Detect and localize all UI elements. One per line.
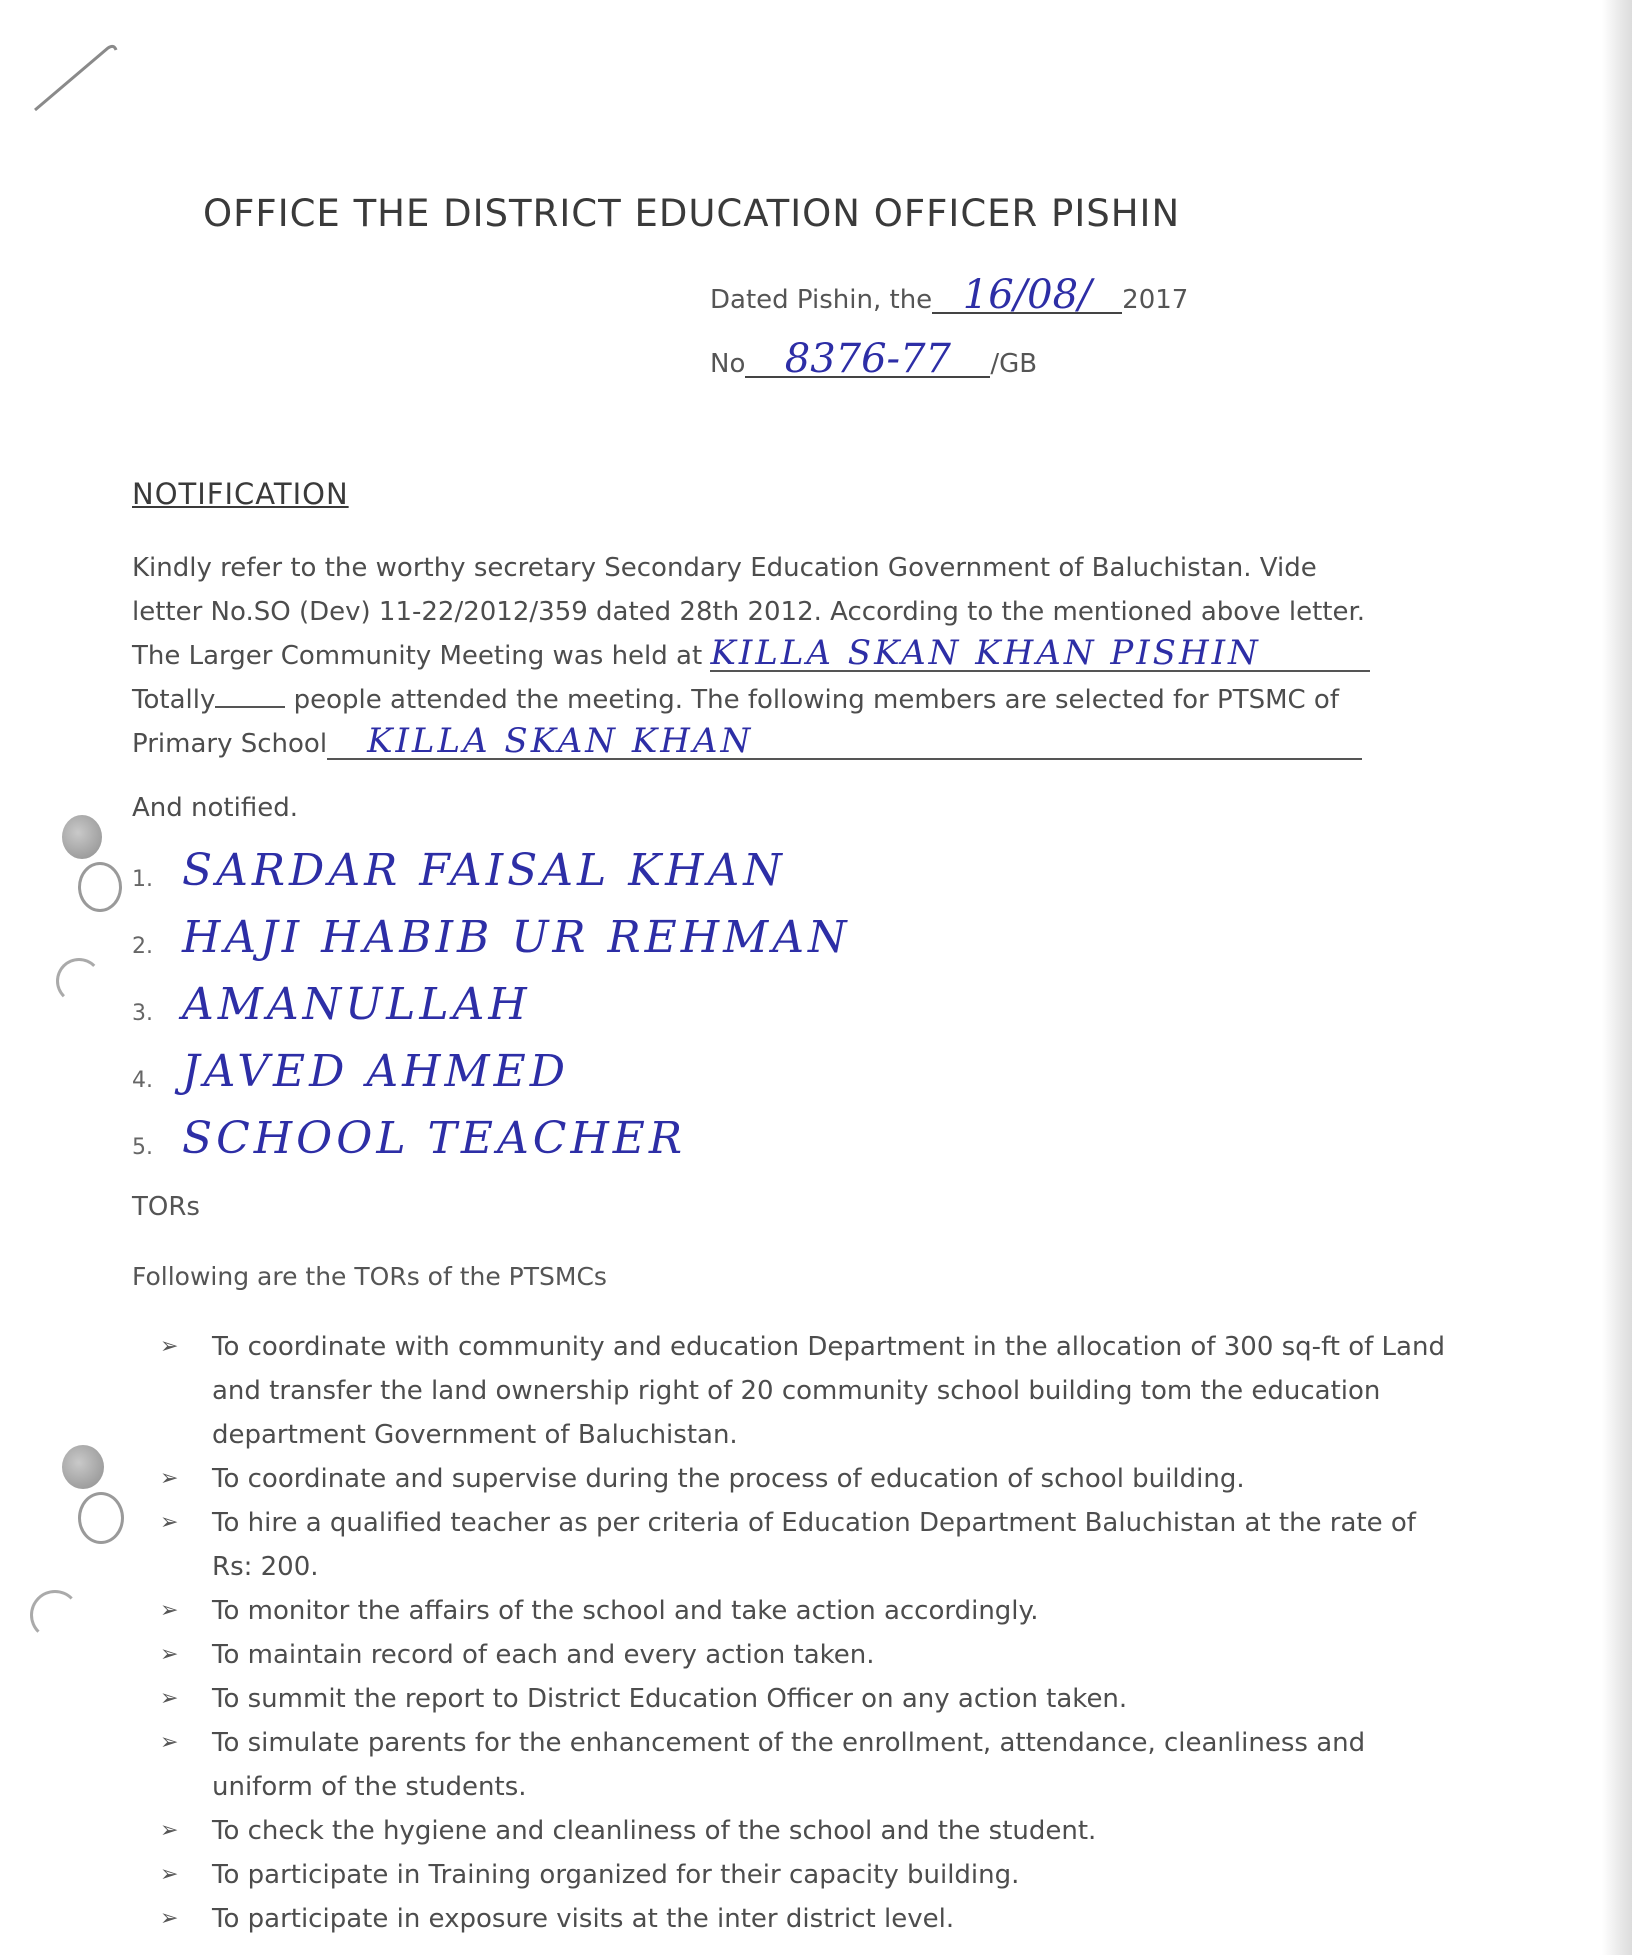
dated-line	[710, 272, 1189, 318]
punch-hole	[56, 958, 102, 1004]
member-name: HAJI HABIB UR REHMAN	[182, 912, 851, 963]
no-handwritten: 8376-77	[745, 342, 990, 378]
no-suffix: /GB	[990, 349, 1038, 379]
tor-item	[160, 1853, 1450, 1897]
arrow-bullet-icon: ➢	[160, 1818, 179, 1843]
tor-text: To check the hygiene and cleanliness of the school and the student.	[212, 1816, 1097, 1846]
reference-number	[710, 336, 1038, 382]
meeting-text: The Larger Community Meeting was held at	[132, 641, 703, 671]
tor-text: To monitor the affairs of the school and take action accordingly.	[212, 1596, 1039, 1626]
tors-heading: TORs	[132, 1192, 200, 1222]
tor-text: To maintain record of each and every action taken.	[212, 1640, 875, 1670]
arrow-bullet-icon: ➢	[160, 1730, 179, 1755]
dated-year: 2017	[1122, 285, 1189, 315]
tor-item	[160, 1677, 1450, 1721]
arrow-bullet-icon: ➢	[160, 1510, 179, 1535]
tor-item	[160, 1897, 1450, 1941]
attendance-blank	[215, 680, 285, 708]
arrow-bullet-icon: ➢	[160, 1334, 179, 1359]
member-number: 4.	[132, 1068, 153, 1093]
arrow-bullet-icon: ➢	[160, 1642, 179, 1667]
member-number: 2.	[132, 934, 153, 959]
punch-hole	[78, 862, 122, 912]
tor-item	[160, 1589, 1450, 1633]
tor-text: To summit the report to District Education Officer on any action taken.	[212, 1684, 1128, 1714]
attendance-text: people attended the meeting. The following members are selected for PTSMC of	[293, 685, 1339, 715]
notification-line-6: And notified.	[132, 793, 298, 823]
punch-hole	[78, 1492, 124, 1544]
tor-item	[160, 1721, 1450, 1809]
notification-line-2: letter No.SO (Dev) 11-22/2012/359 dated 28th 2012. According to the mentioned above letter.	[132, 597, 1366, 627]
punch-hole	[30, 1590, 80, 1640]
notification-line-4	[132, 678, 1452, 722]
notification-line-5	[132, 722, 1452, 766]
tor-text: To participate in Training organized for their capacity building.	[212, 1860, 1020, 1890]
arrow-bullet-icon: ➢	[160, 1686, 179, 1711]
arrow-bullet-icon: ➢	[160, 1466, 179, 1491]
dated-label: Dated Pishin, the	[710, 285, 933, 315]
punch-hole	[62, 815, 102, 859]
member-name: SARDAR FAISAL KHAN	[182, 845, 786, 896]
member-name: SCHOOL TEACHER	[182, 1113, 687, 1164]
notification-line-3	[132, 634, 1452, 678]
staple-mark	[30, 40, 130, 120]
arrow-bullet-icon: ➢	[160, 1862, 179, 1887]
no-label: No	[710, 349, 746, 379]
punch-hole	[62, 1445, 104, 1489]
tor-item	[160, 1457, 1450, 1501]
meeting-place-handwritten: KILLA SKAN KHAN PISHIN	[710, 636, 1370, 672]
notification-heading: NOTIFICATION	[132, 477, 349, 511]
dated-handwritten: 16/08/	[932, 278, 1122, 314]
scan-edge	[1602, 0, 1632, 1955]
totally-label: Totally	[132, 685, 216, 715]
tor-text: To hire a qualified teacher as per criteria of Education Department Baluchistan at the rate of Rs: 200.	[212, 1508, 1416, 1582]
tor-item	[160, 1633, 1450, 1677]
arrow-bullet-icon: ➢	[160, 1598, 179, 1623]
member-number: 5.	[132, 1135, 153, 1160]
tors-intro: Following are the TORs of the PTSMCs	[132, 1262, 607, 1291]
member-name: AMANULLAH	[182, 979, 531, 1030]
tor-text: To coordinate and supervise during the process of education of school building.	[212, 1464, 1245, 1494]
tor-item	[160, 1501, 1450, 1589]
tor-text: To simulate parents for the enhancement of the enrollment, attendance, cleanliness and uniform of the students.	[212, 1728, 1366, 1802]
member-name: JAVED AHMED	[182, 1046, 569, 1097]
tor-text: To participate in exposure visits at the inter district level.	[212, 1904, 955, 1934]
primary-school-label: Primary School	[132, 729, 328, 759]
notification-line-1: Kindly refer to the worthy secretary Secondary Education Government of Baluchistan. Vide	[132, 553, 1317, 583]
tors-list	[160, 1325, 1450, 1941]
tor-text: To coordinate with community and education Department in the allocation of 300 sq-ft of Land and transfer the land ownership right of 20 community school building tom the education department Government of Baluchistan.	[212, 1332, 1445, 1450]
office-title: OFFICE THE DISTRICT EDUCATION OFFICER PISHIN	[203, 192, 1181, 235]
school-name-handwritten: KILLA SKAN KHAN	[327, 724, 1362, 760]
tor-item	[160, 1325, 1450, 1457]
tor-item	[160, 1809, 1450, 1853]
member-number: 1.	[132, 867, 153, 892]
member-number: 3.	[132, 1001, 153, 1026]
arrow-bullet-icon: ➢	[160, 1906, 179, 1931]
